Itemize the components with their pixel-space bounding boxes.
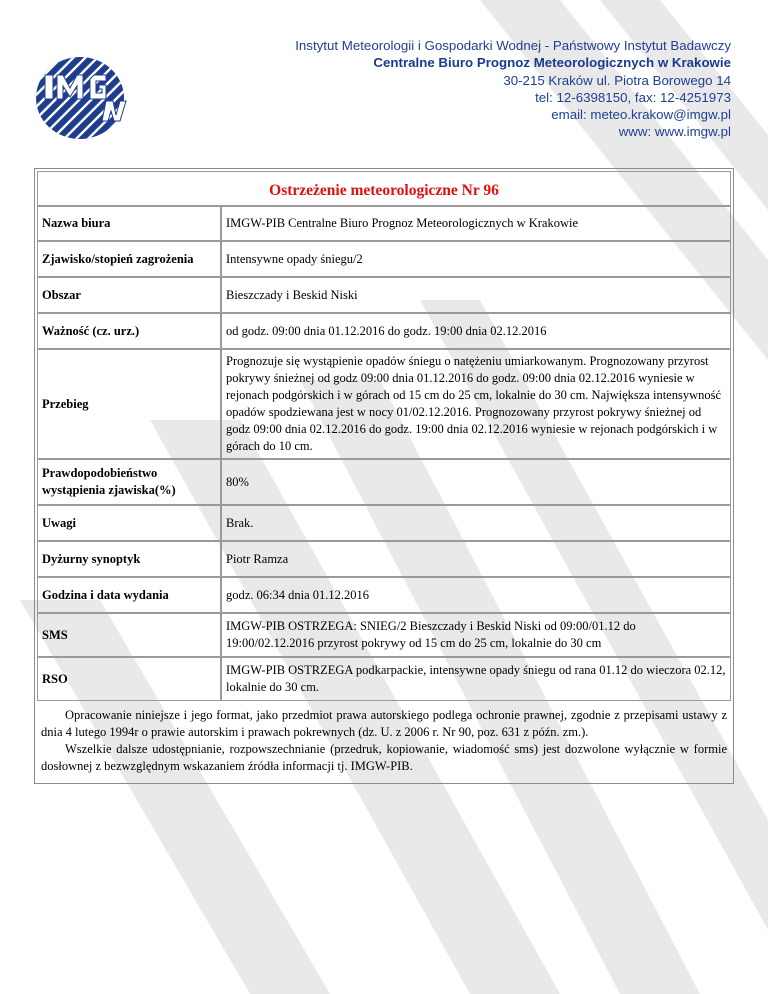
row-label: Prawdopodobieństwo wystąpienia zjawiska(%) bbox=[37, 459, 221, 505]
table-row bbox=[37, 577, 731, 613]
row-label: Uwagi bbox=[37, 505, 221, 541]
row-value: godz. 06:34 dnia 01.12.2016 bbox=[221, 577, 731, 613]
row-label: Obszar bbox=[37, 277, 221, 313]
table-row bbox=[37, 313, 731, 349]
row-label: Dyżurny synoptyk bbox=[37, 541, 221, 577]
office-phone: tel: 12-6398150, fax: 12-4251973 bbox=[535, 89, 731, 105]
warning-sheet bbox=[34, 168, 734, 784]
row-value: Brak. bbox=[221, 505, 731, 541]
office-address: 30-215 Kraków ul. Piotra Borowego 14 bbox=[503, 72, 731, 88]
institution-name: Instytut Meteorologii i Gospodarki Wodnej - Państwowy Instytut Badawczy bbox=[295, 38, 731, 53]
row-label: Ważność (cz. urz.) bbox=[37, 313, 221, 349]
row-label: Godzina i data wydania bbox=[37, 577, 221, 613]
row-value: od godz. 09:00 dnia 01.12.2016 do godz. 19:00 dnia 02.12.2016 bbox=[221, 313, 731, 349]
table-row bbox=[37, 349, 731, 459]
table-row bbox=[37, 459, 731, 505]
row-value: Piotr Ramza bbox=[221, 541, 731, 577]
office-email: email: meteo.krakow@imgw.pl bbox=[551, 107, 731, 123]
table-row bbox=[37, 657, 731, 701]
row-value: Prognozuje się wystąpienie opadów śniegu o natężeniu umiarkowanym. Prognozowany przyrost pokrywy śnieżnej od godz 09:00 dnia 01.12.2016 do godz. 09:00 dnia 02.12.2016 wyniesie w rejonach podgórskich i w górach od 15 cm do 25 cm, lokalnie do 30 cm. Największa intensywność opadów spodziewana jest w nocy 01/02.12.2016. Prognozowany przyrost pokrywy śnieżnej od godz 09:00 dnia 02.12.2016 do godz. 19:00 dnia 02.12.2016 wyniesie w rejonach podgórskich i w górach do 10 cm. bbox=[221, 349, 731, 459]
row-value: Bieszczady i Beskid Niski bbox=[221, 277, 731, 313]
row-value: IMGW-PIB OSTRZEGA: SNIEG/2 Bieszczady i Beskid Niski od 09:00/01.12 do 19:00/02.12.2016 przyrost pokrywy od 15 cm do 25 cm, lokalnie do 30 cm bbox=[221, 613, 731, 657]
table-row-title bbox=[37, 171, 731, 206]
row-label: Nazwa biura bbox=[37, 206, 221, 241]
copyright-notice bbox=[37, 701, 731, 781]
row-label: Przebieg bbox=[37, 349, 221, 459]
institution-header bbox=[295, 37, 731, 141]
row-label: SMS bbox=[37, 613, 221, 657]
table-row bbox=[37, 277, 731, 313]
table-row bbox=[37, 541, 731, 577]
row-value: IMGW-PIB OSTRZEGA podkarpackie, intensywne opady śniegu od rana 01.12 do wieczora 02.12, lokalnie do 30 cm. bbox=[221, 657, 731, 701]
warning-title: Ostrzeżenie meteorologiczne Nr 96 bbox=[37, 171, 731, 206]
row-value: IMGW-PIB Centralne Biuro Prognoz Meteorologicznych w Krakowie bbox=[221, 206, 731, 241]
row-label: Zjawisko/stopień zagrożenia bbox=[37, 241, 221, 277]
row-value: Intensywne opady śniegu/2 bbox=[221, 241, 731, 277]
row-value: 80% bbox=[221, 459, 731, 505]
warning-table bbox=[37, 171, 731, 701]
table-row bbox=[37, 206, 731, 241]
office-website: www: www.imgw.pl bbox=[618, 124, 731, 140]
distribution-paragraph: Wszelkie dalsze udostępnianie, rozpowszechnianie (przedruk, kopiowanie, wiadomość sms) jest dozwolone wyłącznie w formie dosłownej z bezwzględnym wskazaniem źródła informacji tj. IMGW-PIB. bbox=[41, 742, 727, 773]
copyright-paragraph: Opracowanie niniejsze i jego format, jako przedmiot prawa autorskiego podlega ochronie prawnej, zgodnie z przepisami ustawy z dnia 4 lutego 1994r o prawie autorskim i prawach pokrewnych (dz. U. z 2006 r. Nr 90, poz. 631 z późn. zm.). bbox=[41, 708, 727, 739]
row-label: RSO bbox=[37, 657, 221, 701]
table-row bbox=[37, 613, 731, 657]
office-name: Centralne Biuro Prognoz Meteorologicznych w Krakowie bbox=[373, 55, 731, 71]
table-row bbox=[37, 241, 731, 277]
table-row bbox=[37, 505, 731, 541]
imgw-logo bbox=[34, 55, 130, 141]
